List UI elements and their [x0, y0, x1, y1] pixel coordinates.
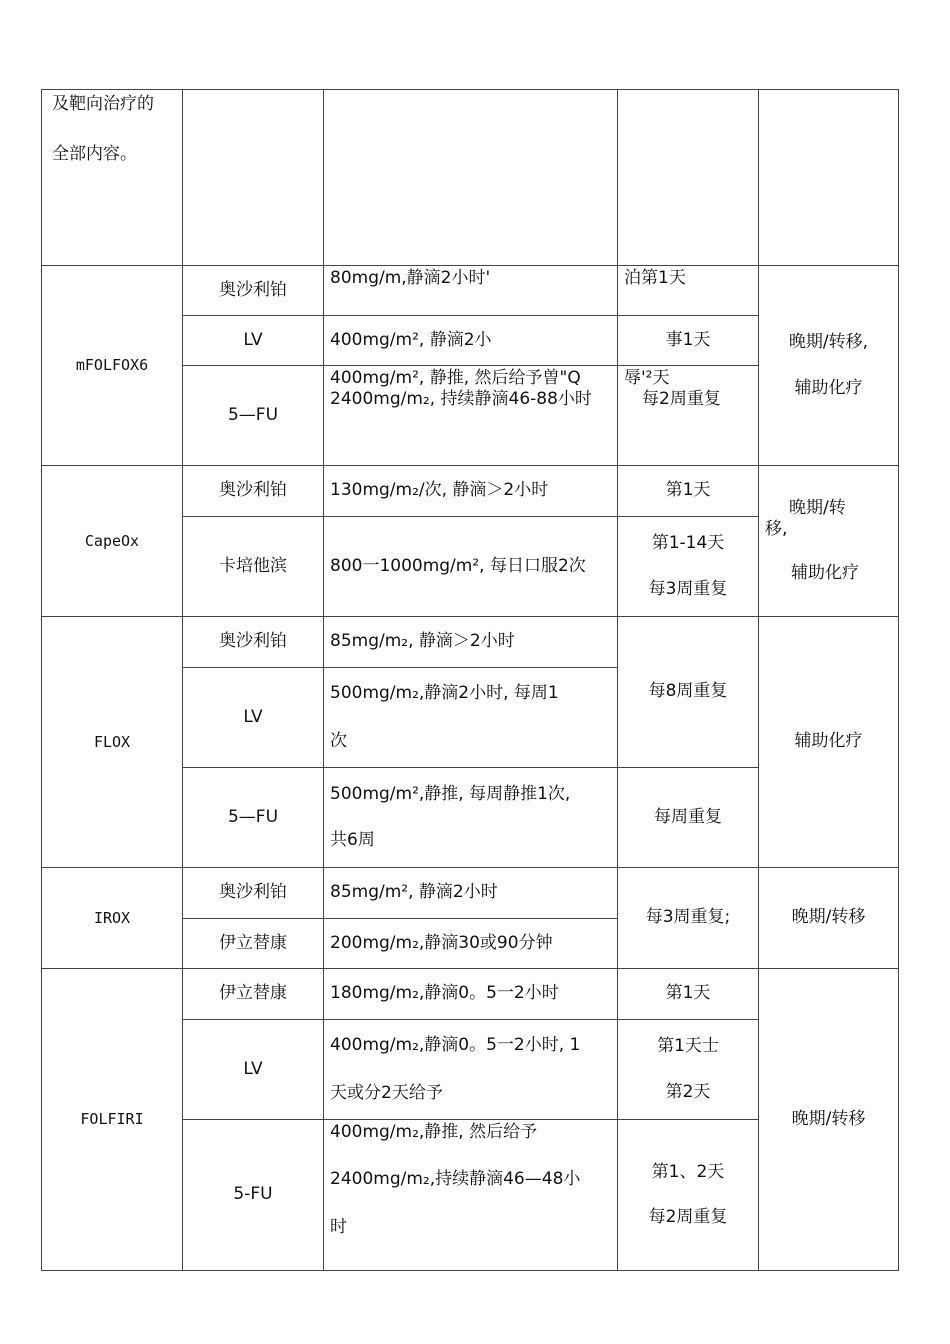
schedule-text: 第1-14天 — [651, 533, 725, 554]
dose-cell — [324, 1020, 618, 1120]
drug-name: 5—FU — [183, 366, 324, 466]
schedule-text: 每3周重复 — [648, 578, 728, 599]
empty-cell — [183, 90, 324, 266]
schedule-text: 第1天 — [618, 466, 759, 517]
dose-text: 180mg/m₂,静滴0。5一2小时 — [324, 969, 618, 1020]
regimen-name: mFOLFOX6 — [42, 266, 183, 466]
drug-name: LV — [183, 316, 324, 366]
dose-text: 时 — [330, 1216, 347, 1237]
table-row — [42, 466, 899, 517]
schedule-text: 第1天 — [618, 969, 759, 1020]
schedule-text: 事1天 — [618, 316, 759, 366]
schedule-cell — [618, 366, 759, 466]
dose-text: 2400mg/m₂, 持续静滴46-88小时 — [330, 389, 592, 410]
indication-text: 晚期/转移 — [759, 969, 899, 1271]
dose-text: 200mg/m₂,静滴30或90分钟 — [324, 919, 618, 969]
indication-text: 晚期/转 — [789, 498, 846, 519]
intro-cell — [42, 90, 183, 266]
drug-name: 伊立替康 — [183, 919, 324, 969]
regimen-name: CapeOx — [42, 466, 183, 617]
indication-text: 移, — [765, 519, 788, 540]
drug-name: 奥沙利铂 — [183, 868, 324, 919]
regimen-name: FOLFIRI — [42, 969, 183, 1271]
dose-text: 400mg/m₂,静推, 然后给予 — [330, 1122, 538, 1142]
regimen-name: IROX — [42, 868, 183, 969]
dose-cell — [324, 768, 618, 868]
schedule-text: 每2周重复 — [642, 389, 721, 410]
dose-cell — [324, 668, 618, 768]
drug-name: 奥沙利铂 — [183, 617, 324, 668]
empty-cell — [324, 90, 618, 266]
schedule-cell — [618, 1120, 759, 1271]
intro-line: 全部内容。 — [52, 144, 137, 165]
drug-name: 卡培他滨 — [183, 517, 324, 617]
dose-text: 2400mg/m₂,持续静滴46—48小 — [330, 1169, 581, 1190]
schedule-text: 每2周重复 — [648, 1207, 728, 1227]
dose-text: 共6周 — [330, 829, 375, 850]
schedule-cell — [618, 1020, 759, 1120]
dose-text: 400mg/m², 静推, 然后给予曽"Q — [330, 368, 581, 388]
chemo-regimen-table — [41, 89, 899, 1271]
dose-text: 80mg/m,静滴2小时' — [330, 268, 491, 288]
regimen-name: FLOX — [42, 617, 183, 868]
indication-cell — [759, 266, 899, 466]
drug-name: LV — [183, 668, 324, 768]
dose-text: 800一1000mg/m², 每日口服2次 — [324, 517, 618, 617]
schedule-text: 每周重复 — [618, 768, 759, 868]
dose-text: 400mg/m₂,静滴0。5一2小时, 1 — [330, 1035, 581, 1056]
dose-text: 500mg/m²,静推, 每周静推1次, — [330, 784, 571, 805]
dose-text: 130mg/m₂/次, 静滴＞2小时 — [324, 466, 618, 517]
table-row — [42, 266, 899, 316]
indication-cell — [759, 466, 899, 617]
drug-name: 伊立替康 — [183, 969, 324, 1020]
drug-name: 5—FU — [183, 768, 324, 868]
dose-text: 500mg/m₂,静滴2小时, 每周1 — [330, 683, 559, 704]
drug-name: LV — [183, 1020, 324, 1120]
indication-text: 辅助化疗 — [759, 617, 899, 868]
indication-text: 辅助化疗 — [794, 377, 863, 398]
dose-text: 400mg/m², 静滴2小 — [324, 316, 618, 366]
schedule-text: 每8周重复 — [618, 617, 759, 768]
dose-text: 次 — [330, 730, 347, 751]
indication-text: 晚期/转移, — [788, 332, 869, 353]
empty-cell — [618, 90, 759, 266]
indication-text: 辅助化疗 — [791, 562, 859, 583]
schedule-text: 第1、2天 — [651, 1161, 725, 1182]
drug-name: 奥沙利铂 — [183, 466, 324, 517]
schedule-text: 第1天士 — [657, 1036, 719, 1057]
schedule-cell — [618, 517, 759, 617]
drug-name: 奥沙利铂 — [183, 266, 324, 316]
dose-cell — [324, 266, 618, 316]
schedule-text: 每3周重复; — [618, 868, 759, 969]
dose-text: 85mg/m², 静滴2小时 — [324, 868, 618, 919]
indication-text: 晚期/转移 — [759, 868, 899, 969]
table-row — [42, 969, 899, 1020]
dose-cell — [324, 366, 618, 466]
schedule-text: 第2天 — [665, 1081, 711, 1102]
table-row — [42, 617, 899, 668]
drug-name: 5-FU — [183, 1120, 324, 1271]
dose-cell — [324, 1120, 618, 1271]
schedule-text: 辱'²天 — [624, 368, 670, 388]
intro-line: 及靶向治疗的 — [52, 94, 154, 114]
dose-text: 天或分2天给予 — [330, 1082, 443, 1103]
empty-cell — [759, 90, 899, 266]
schedule-cell — [618, 266, 759, 316]
table-row — [42, 90, 899, 266]
dose-text: 85mg/m₂, 静滴＞2小时 — [324, 617, 618, 668]
table-row — [42, 868, 899, 919]
schedule-text: 泊第1天 — [624, 268, 686, 288]
